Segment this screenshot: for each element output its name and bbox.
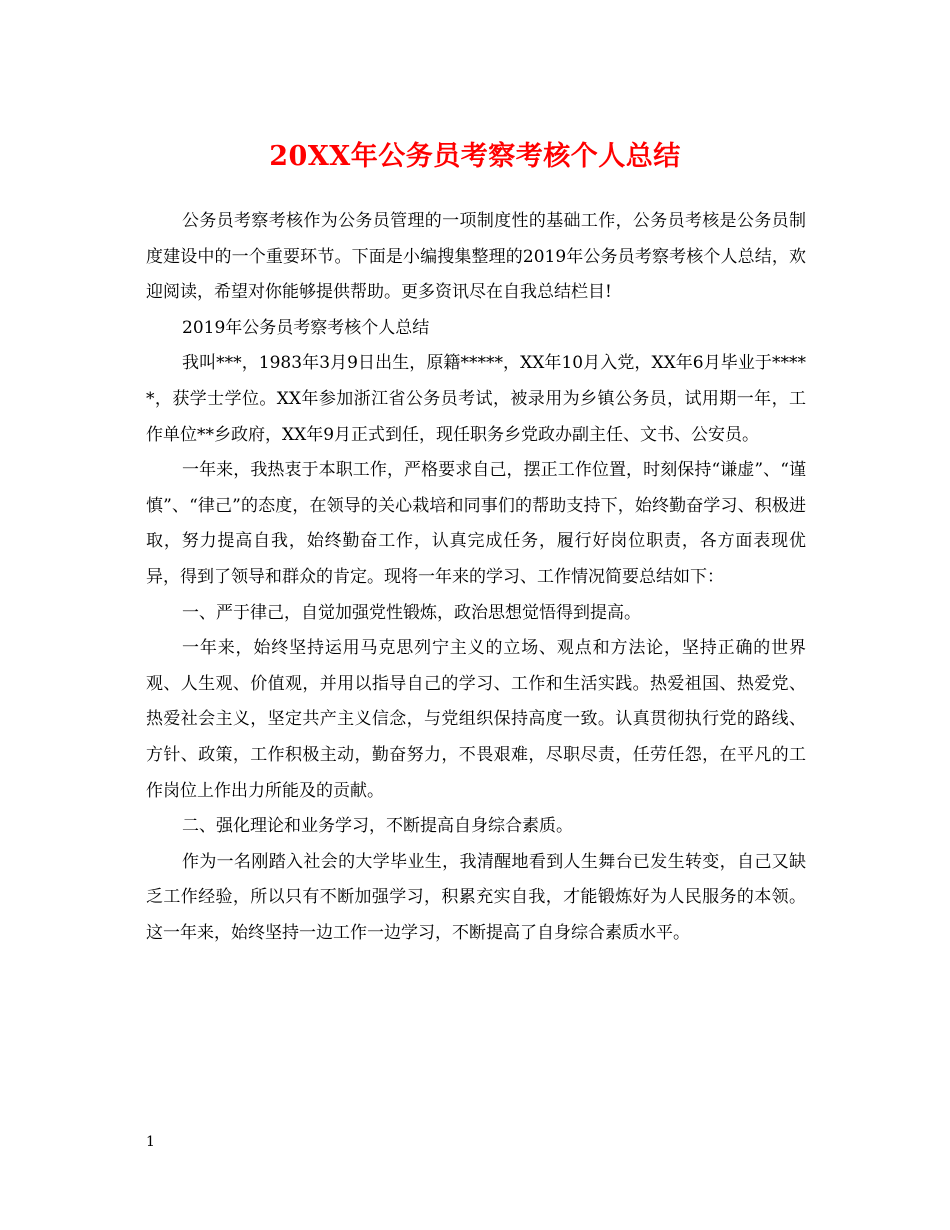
overview-paragraph: 一年来，我热衷于本职工作，严格要求自己，摆正工作位置，时刻保持“谦虚”、“谨慎”、“律己”的态度，在领导的关心栽培和同事们的帮助支持下，始终勤奋学习、积极进取，努力提高自我，始终勤奋工作，认真完成任务，履行好岗位职责，各方面表现优异，得到了领导和群众的肯定。现将一年来的学习、工作情况简要总结如下： xyxy=(146,460,806,587)
subtitle-paragraph: 2019年公务员考察考核个人总结 xyxy=(182,317,430,338)
document-title: 20XX年公务员考察考核个人总结 xyxy=(269,141,681,172)
section-heading-1: 一、严于律己，自觉加强党性锻炼，政治思想觉悟得到提高。 xyxy=(182,602,641,623)
intro-paragraph: 公务员考察考核作为公务员管理的一项制度性的基础工作，公务员考核是公务员制度建设中的一个重要环节。下面是小编搜集整理的2019年公务员考察考核个人总结，欢迎阅读，希望对你能够提供帮助。更多资讯尽在自我总结栏目! xyxy=(146,211,806,303)
page-number: 1 xyxy=(146,1134,155,1150)
section-2-paragraph: 作为一名刚踏入社会的大学毕业生，我清醒地看到人生舞台已发生转变，自己又缺乏工作经验，所以只有不断加强学习，积累充实自我，才能锻炼好为人民服务的本领。这一年来，始终坚持一边工作一边学习，不断提高了自身综合素质水平。 xyxy=(146,851,806,943)
document-body xyxy=(146,204,806,951)
personal-info-paragraph: 我叫***，1983年3月9日出生，原籍*****，XX年10月入党，XX年6月毕业于*****，获学士学位。XX年参加浙江省公务员考试，被录用为乡镇公务员，试用期一年，工作单位**乡政府，XX年9月正式到任，现任职务乡党政办副主任、文书、公安员。 xyxy=(146,353,806,445)
section-1-paragraph: 一年来，始终坚持运用马克思列宁主义的立场、观点和方法论，坚持正确的世界观、人生观、价值观，并用以指导自己的学习、工作和生活实践。热爱祖国、热爱党、热爱社会主义，坚定共产主义信念，与党组织保持高度一致。认真贯彻执行党的路线、方针、政策，工作积极主动，勤奋努力，不畏艰难，尽职尽责，任劳任怨，在平凡的工作岗位上作出力所能及的贡献。 xyxy=(146,638,806,801)
section-heading-2: 二、强化理论和业务学习，不断提高自身综合素质。 xyxy=(182,816,573,837)
